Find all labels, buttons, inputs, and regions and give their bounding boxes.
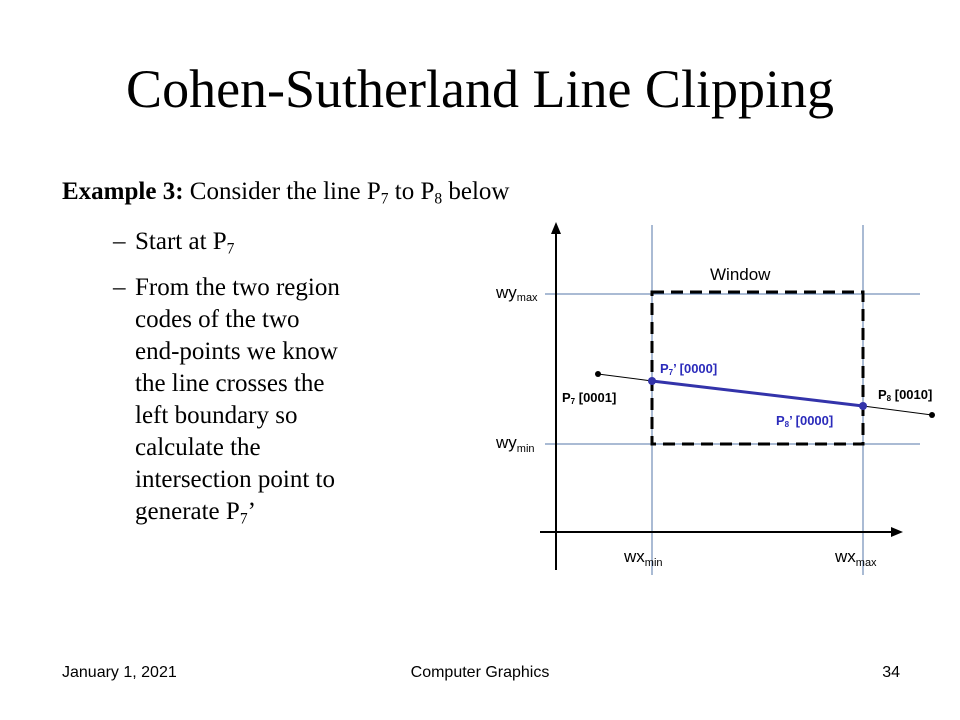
- example-sub-7: 7: [380, 190, 389, 208]
- bullet-text: Start at P: [135, 228, 227, 255]
- bullet-line: left boundary so: [135, 402, 298, 429]
- bullet-line: codes of the two: [135, 306, 300, 333]
- bullet-item-region-codes: [113, 272, 413, 528]
- example-mid: to P: [388, 178, 435, 205]
- example-heading: [62, 178, 702, 206]
- bullet-line: intersection point to: [135, 466, 335, 493]
- bullet-line: end-points we know: [135, 338, 338, 365]
- bullet-list: [113, 226, 413, 528]
- p7-point: [595, 371, 601, 377]
- p8-point: [929, 412, 935, 418]
- clipped-line: [652, 381, 863, 406]
- wx-min-label: $wx_{min}$: [624, 547, 663, 569]
- y-axis-arrow-icon: [551, 222, 561, 234]
- bullet-sub: 7: [226, 240, 235, 258]
- bullet-last-text: generate P: [135, 498, 240, 525]
- clipping-diagram: [470, 215, 960, 590]
- example-end: below: [442, 178, 510, 205]
- slide-title: Cohen-Sutherland Line Clipping: [126, 59, 834, 119]
- p8-prime-label: P8’ [0000]: [776, 413, 834, 429]
- wx-max-label: $wx_{max}$: [835, 547, 877, 569]
- example-sub-8: 8: [434, 190, 443, 208]
- p7-label: P7 [0001]: [562, 390, 617, 406]
- segment-outside-right: [863, 406, 932, 415]
- p8-prime-point: [859, 402, 867, 410]
- bullet-line: the line crosses the: [135, 370, 325, 397]
- footer-course: Computer Graphics: [410, 664, 550, 681]
- dash-bullet-icon: –: [113, 274, 126, 301]
- x-axis-arrow-icon: [891, 527, 903, 537]
- bullet-line: From the two region: [135, 274, 340, 301]
- p8-label: P8 [0010]: [878, 387, 933, 403]
- wy-max-label: wymax: [496, 283, 538, 304]
- bullet-item-start: [113, 226, 413, 258]
- bullet-line-last: [135, 496, 413, 528]
- bullet-line: calculate the: [135, 434, 261, 461]
- dash-bullet-icon: –: [113, 228, 126, 255]
- example-label: Example 3:: [62, 178, 184, 205]
- example-text: Consider the line P: [183, 178, 381, 205]
- footer-date: January 1, 2021: [62, 664, 177, 681]
- wy-min-label: $wy_{min}$: [496, 433, 535, 455]
- p7-prime-label: P7’ [0000]: [660, 361, 718, 377]
- bullet-last-sub: 7: [239, 510, 248, 528]
- window-label: Window: [710, 265, 771, 284]
- footer-page-number: 34: [882, 664, 900, 681]
- bullet-last-suffix: ’: [247, 498, 256, 525]
- p7-prime-point: [648, 377, 656, 385]
- segment-outside-left: [598, 374, 652, 381]
